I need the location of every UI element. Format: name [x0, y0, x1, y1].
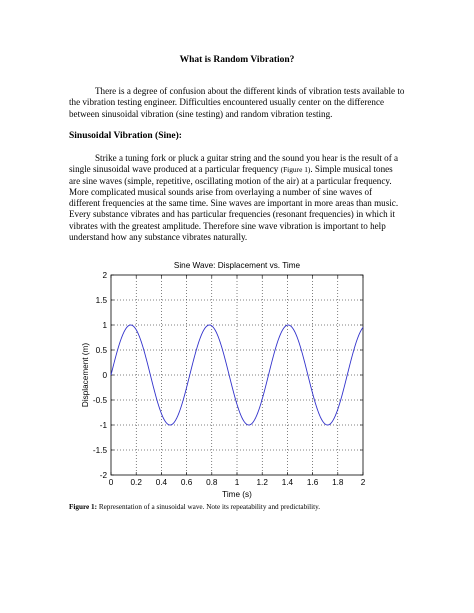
sine-paragraph — [69, 153, 405, 243]
y-tick-label: -1.5 — [92, 446, 107, 455]
grid-lines — [111, 275, 363, 475]
x-tick-label: 1.4 — [281, 478, 294, 487]
x-tick-label: 1.8 — [332, 478, 344, 487]
intro-text: There is a degree of confusion about the different kinds of vibration tests available to the vibration testing engineer. Difficulties encountered usually center on the difference between sinusoidal vibration (sine testing) and random vibration testing. — [69, 86, 405, 119]
chart-title: Sine Wave: Displacement vs. Time — [173, 261, 301, 270]
y-tick-label: -1 — [99, 421, 107, 430]
x-tick-label: 0.2 — [130, 478, 142, 487]
chart-xlabel: Time (s) — [222, 490, 252, 499]
x-tick-label: 1.6 — [306, 478, 319, 487]
page-title: What is Random Vibration? — [179, 55, 295, 65]
intro-paragraph — [69, 86, 405, 120]
section-heading: Sinusoidal Vibration (Sine): — [69, 131, 182, 141]
sine-wave-chart — [72, 255, 382, 500]
y-tick-label: 2 — [102, 271, 107, 280]
caption-label: Figure 1: — [69, 503, 98, 511]
y-tick-label: 1 — [102, 321, 107, 330]
y-tick-label: -2 — [99, 471, 107, 480]
chart-ylabel: Displacement (m) — [81, 342, 90, 408]
sine-text-part1: Strike a tuning fork or pluck a guitar string and the sound you hear is the result of a single sinusoidal wave produced at a particular frequency — [69, 153, 399, 175]
figure-caption — [69, 502, 320, 512]
x-tick-label: 1.2 — [256, 478, 268, 487]
x-tick-label: 2 — [360, 478, 366, 487]
y-tick-label: -0.5 — [92, 396, 107, 405]
figure-reference[interactable]: (Figure 1) — [280, 165, 311, 175]
x-tick-label: 0.6 — [180, 478, 193, 487]
caption-text: Representation of a sinusoidal wave. Note its repeatability and predictability. — [97, 503, 321, 511]
chart-svg — [72, 255, 382, 500]
x-tick-label: 0.4 — [155, 478, 168, 487]
x-tick-label: 1 — [234, 478, 240, 487]
sine-text-part2: . Simple musical tones are sine waves (simple, repetitive, oscillating motion of the air) at a particular frequency. More complicated musical sounds arise from overlaying a number of sine waves of different frequencies at the same time. Sine waves are important in more areas than music. Every substance vibrates and has particular frequencies (resonant frequencies) in which it vibrates with the greatest amplitude. Therefore sine wave vibration is important to help understand how any substance vibrates naturally. — [69, 164, 399, 243]
y-tick-label: 0 — [102, 371, 107, 380]
x-tick-label: 0 — [108, 478, 114, 487]
y-tick-label: 1.5 — [95, 296, 107, 305]
x-tick-label: 0.8 — [206, 478, 218, 487]
y-tick-label: 0.5 — [95, 346, 107, 355]
